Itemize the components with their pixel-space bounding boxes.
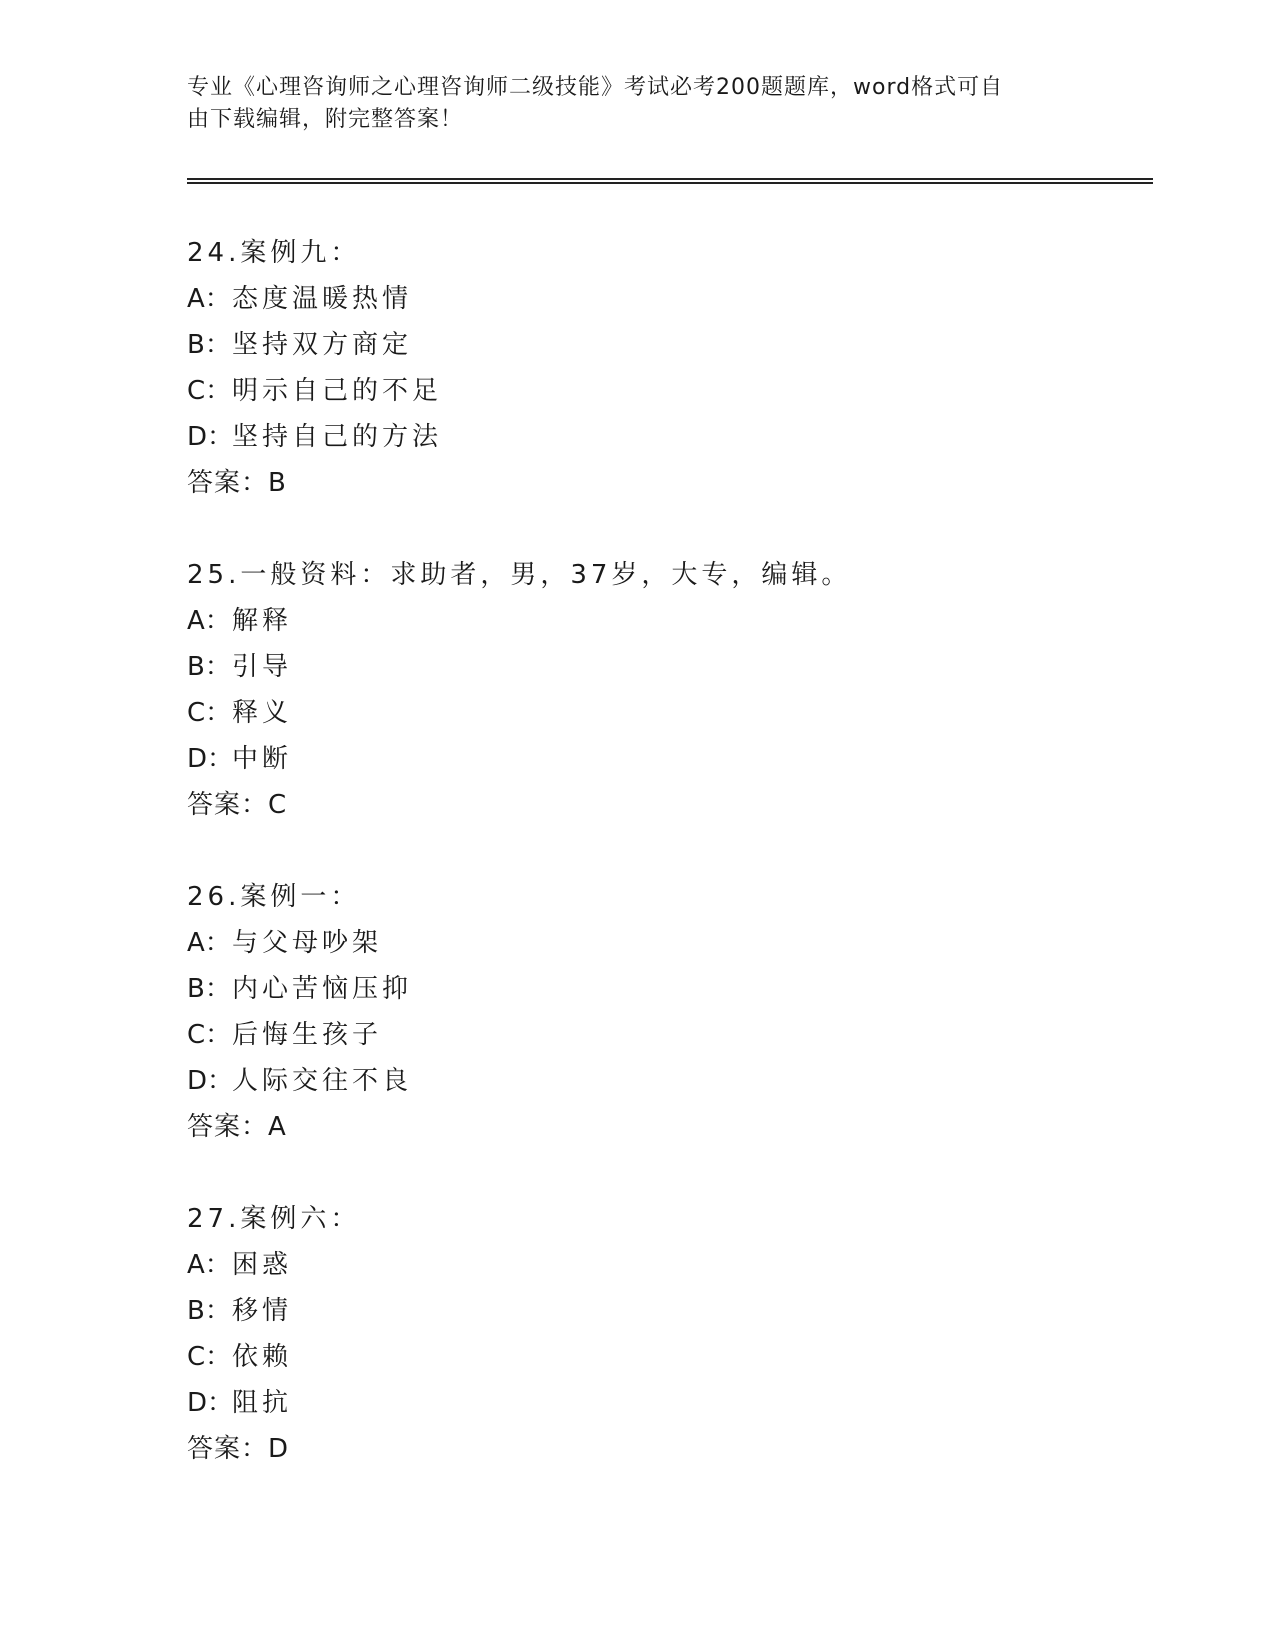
question-27: [187, 1196, 1147, 1472]
option-text: 态度温暖热情: [232, 284, 413, 314]
option-letter: A：: [187, 606, 231, 636]
question-26: [187, 874, 1147, 1150]
option-text: 明示自己的不足: [232, 376, 443, 406]
question-stem: 26.案例一：: [187, 882, 361, 912]
option-text: 后悔生孩子: [232, 1020, 383, 1050]
option-c: [187, 1334, 1147, 1380]
option-letter: A：: [187, 1250, 231, 1280]
option-letter: C：: [187, 698, 232, 728]
option-c: [187, 368, 1147, 414]
option-a: [187, 1242, 1147, 1288]
option-d: [187, 1058, 1147, 1104]
header-line-1: 专业《心理咨询师之心理咨询师二级技能》考试必考200题题库，word格式可自: [187, 75, 1004, 100]
option-text: 中断: [232, 744, 293, 774]
option-text: 坚持自己的方法: [232, 422, 443, 452]
option-letter: D：: [187, 744, 234, 774]
option-text: 人际交往不良: [232, 1066, 413, 1096]
option-letter: D：: [187, 1388, 234, 1418]
option-text: 移情: [232, 1296, 293, 1326]
question-list: [187, 230, 1147, 1518]
option-a: [187, 276, 1147, 322]
option-d: [187, 1380, 1147, 1426]
header-line-2: 由下载编辑，附完整答案！: [187, 107, 464, 132]
double-rule-divider: [187, 178, 1153, 184]
option-a: [187, 920, 1147, 966]
option-b: [187, 322, 1147, 368]
question-stem: 24.案例九：: [187, 238, 361, 268]
option-text: 坚持双方商定: [232, 330, 413, 360]
option-text: 内心苦恼压抑: [232, 974, 413, 1004]
option-letter: D：: [187, 1066, 234, 1096]
option-text: 释义: [232, 698, 293, 728]
option-text: 解释: [232, 606, 293, 636]
option-letter: B：: [187, 330, 231, 360]
option-letter: B：: [187, 1296, 231, 1326]
option-text: 与父母吵架: [232, 928, 383, 958]
option-letter: B：: [187, 974, 231, 1004]
option-letter: C：: [187, 376, 232, 406]
answer-line: 答案：A: [187, 1112, 287, 1142]
option-d: [187, 736, 1147, 782]
option-b: [187, 644, 1147, 690]
option-letter: A：: [187, 284, 231, 314]
answer-line: 答案：D: [187, 1434, 290, 1464]
question-stem: 27.案例六：: [187, 1204, 361, 1234]
question-24: [187, 230, 1147, 506]
question-stem: 25.一般资料：求助者，男，37岁，大专，编辑。: [187, 560, 852, 590]
option-letter: D：: [187, 422, 234, 452]
option-b: [187, 966, 1147, 1012]
option-d: [187, 414, 1147, 460]
option-letter: C：: [187, 1342, 232, 1372]
option-text: 困惑: [232, 1250, 293, 1280]
option-c: [187, 690, 1147, 736]
answer-line: 答案：B: [187, 468, 287, 498]
option-text: 引导: [232, 652, 293, 682]
option-text: 依赖: [232, 1342, 293, 1372]
document-header: [187, 72, 1067, 136]
answer-line: 答案：C: [187, 790, 288, 820]
option-letter: C：: [187, 1020, 232, 1050]
option-letter: B：: [187, 652, 231, 682]
option-text: 阻抗: [232, 1388, 293, 1418]
question-25: [187, 552, 1147, 828]
option-letter: A：: [187, 928, 231, 958]
option-b: [187, 1288, 1147, 1334]
option-c: [187, 1012, 1147, 1058]
option-a: [187, 598, 1147, 644]
